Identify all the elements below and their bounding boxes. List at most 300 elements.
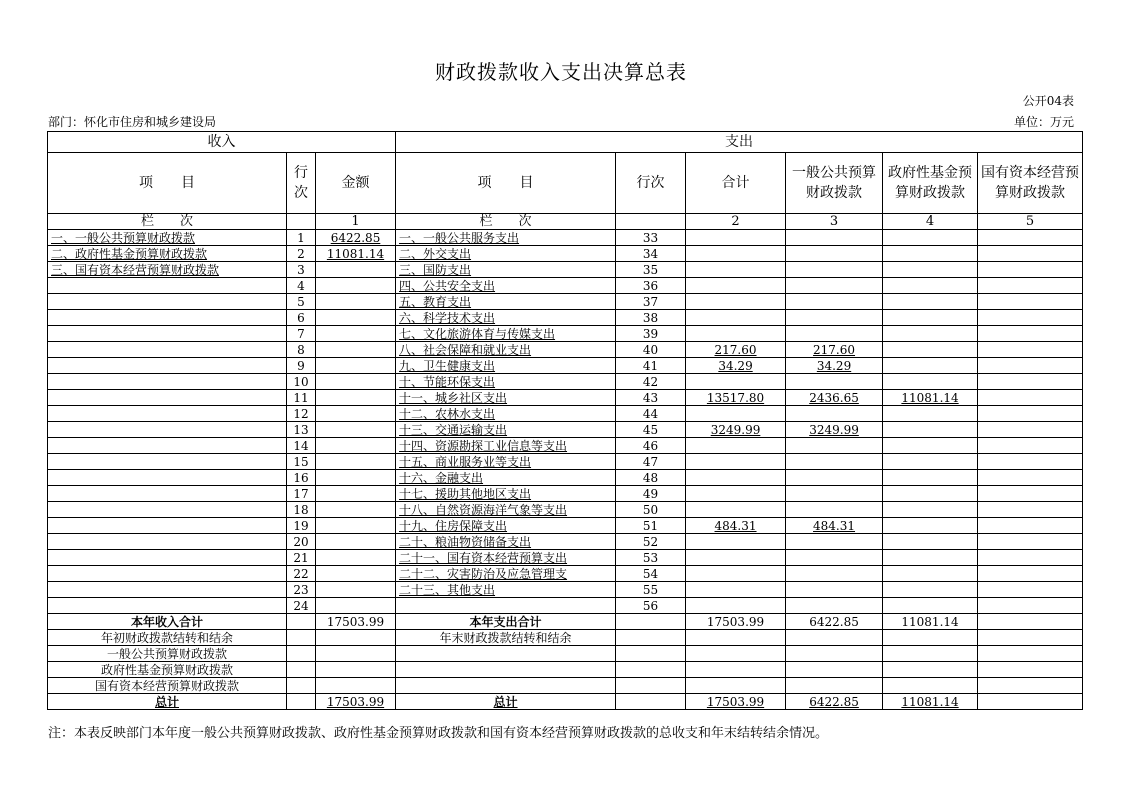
expense-gov-fund <box>883 454 978 470</box>
grand-total-value: 17503.99 <box>686 694 786 710</box>
blank-cell <box>287 662 316 678</box>
expense-gov-fund <box>883 566 978 582</box>
income-line-number: 21 <box>287 550 316 566</box>
expense-gov-fund <box>883 342 978 358</box>
income-amount <box>316 582 396 598</box>
expense-total-label: 本年支出合计 <box>396 614 616 630</box>
expense-item: 十二、农林水支出 <box>396 406 616 422</box>
income-amount <box>316 262 396 278</box>
income-line-number: 18 <box>287 502 316 518</box>
expense-state-capital <box>978 598 1083 614</box>
expense-general-budget <box>786 454 883 470</box>
expense-state-capital <box>978 294 1083 310</box>
expense-total <box>686 598 786 614</box>
income-item <box>48 454 287 470</box>
col-number-4: 4 <box>883 214 978 230</box>
blank-cell <box>978 662 1083 678</box>
expense-total: 484.31 <box>686 518 786 534</box>
expense-item <box>396 598 616 614</box>
blank-cell <box>616 662 686 678</box>
expense-general-budget: 34.29 <box>786 358 883 374</box>
expense-total <box>686 326 786 342</box>
income-item <box>48 358 287 374</box>
income-item <box>48 326 287 342</box>
expense-item: 十、节能环保支出 <box>396 374 616 390</box>
blank-cell <box>786 678 883 694</box>
expense-line-number: 47 <box>616 454 686 470</box>
income-line-number: 17 <box>287 486 316 502</box>
income-total-value: 17503.99 <box>316 614 396 630</box>
expense-item: 十一、城乡社区支出 <box>396 390 616 406</box>
blank-cell <box>883 646 978 662</box>
blank-cell <box>978 614 1083 630</box>
table-row <box>48 230 1083 246</box>
expense-line-number: 44 <box>616 406 686 422</box>
expense-gov-fund <box>883 230 978 246</box>
expense-item: 二十三、其他支出 <box>396 582 616 598</box>
income-amount: 11081.14 <box>316 246 396 262</box>
income-line-number: 14 <box>287 438 316 454</box>
expense-state-capital <box>978 374 1083 390</box>
income-line-number: 23 <box>287 582 316 598</box>
blank-cell <box>786 662 883 678</box>
expense-line-number: 37 <box>616 294 686 310</box>
col-label-expense: 栏 次 <box>396 214 616 230</box>
table-row <box>48 518 1083 534</box>
table-row <box>48 342 1083 358</box>
expense-total <box>686 438 786 454</box>
income-item <box>48 470 287 486</box>
expense-general-budget <box>786 566 883 582</box>
expense-gov-fund: 11081.14 <box>883 390 978 406</box>
expense-item: 二十一、国有资本经营预算支出 <box>396 550 616 566</box>
carryover-end-label: 年末财政拨款结转和结余 <box>396 630 616 646</box>
blank-cell <box>316 630 396 646</box>
expense-item: 七、文化旅游体育与传媒支出 <box>396 326 616 342</box>
expense-general-budget <box>786 438 883 454</box>
blank-cell <box>316 662 396 678</box>
blank-cell <box>686 662 786 678</box>
income-item <box>48 550 287 566</box>
expense-total <box>686 262 786 278</box>
table-row <box>48 598 1083 614</box>
income-item: 一、一般公共预算财政拨款 <box>48 230 287 246</box>
expense-state-capital <box>978 326 1083 342</box>
table-row <box>48 470 1083 486</box>
col-number-3: 3 <box>786 214 883 230</box>
income-item <box>48 566 287 582</box>
expense-line-number: 52 <box>616 534 686 550</box>
expense-state-capital <box>978 358 1083 374</box>
blank-cell <box>978 678 1083 694</box>
expense-total <box>686 566 786 582</box>
blank-cell <box>396 662 616 678</box>
expense-state-capital <box>978 566 1083 582</box>
expense-general-budget <box>786 246 883 262</box>
expense-item: 十五、商业服务业等支出 <box>396 454 616 470</box>
income-amount <box>316 438 396 454</box>
income-line-number: 8 <box>287 342 316 358</box>
expense-state-capital <box>978 278 1083 294</box>
expense-line-number: 39 <box>616 326 686 342</box>
expense-gov-fund <box>883 422 978 438</box>
expense-general-budget <box>786 294 883 310</box>
expense-state-capital <box>978 246 1083 262</box>
income-amount <box>316 358 396 374</box>
blank-cell <box>686 678 786 694</box>
expense-line-number: 53 <box>616 550 686 566</box>
income-amount <box>316 278 396 294</box>
expense-total <box>686 406 786 422</box>
expense-total <box>686 486 786 502</box>
table-row <box>48 326 1083 342</box>
income-item: 三、国有资本经营预算财政拨款 <box>48 262 287 278</box>
income-amount <box>316 566 396 582</box>
expense-line-number: 45 <box>616 422 686 438</box>
table-row <box>48 454 1083 470</box>
blank-cell <box>616 694 686 710</box>
budget-summary-table <box>47 131 1083 710</box>
income-amount <box>316 502 396 518</box>
expense-gov-fund <box>883 518 978 534</box>
expense-item: 十六、金融支出 <box>396 470 616 486</box>
carry-general-label: 一般公共预算财政拨款 <box>48 646 287 662</box>
income-line-number: 7 <box>287 326 316 342</box>
table-row <box>48 262 1083 278</box>
table-row <box>48 566 1083 582</box>
grand-general-value: 6422.85 <box>786 694 883 710</box>
income-line-number: 3 <box>287 262 316 278</box>
form-number: 公开04表 <box>1022 94 1074 108</box>
table-row <box>48 422 1083 438</box>
income-amount <box>316 342 396 358</box>
expense-total <box>686 294 786 310</box>
income-amount <box>316 326 396 342</box>
expense-total: 217.60 <box>686 342 786 358</box>
expense-total <box>686 550 786 566</box>
expense-state-capital <box>978 342 1083 358</box>
blank-cell <box>287 694 316 710</box>
expense-total: 34.29 <box>686 358 786 374</box>
income-line-number: 1 <box>287 230 316 246</box>
table-row <box>48 502 1083 518</box>
expense-line-number: 49 <box>616 486 686 502</box>
expense-item: 六、科学技术支出 <box>396 310 616 326</box>
expense-state-capital <box>978 422 1083 438</box>
income-amount <box>316 518 396 534</box>
income-total-label: 本年收入合计 <box>48 614 287 630</box>
expense-total-header: 合计 <box>686 153 786 214</box>
expense-state-capital <box>978 406 1083 422</box>
expense-item: 三、国防支出 <box>396 262 616 278</box>
expense-line-number: 56 <box>616 598 686 614</box>
table-row <box>48 358 1083 374</box>
income-item <box>48 502 287 518</box>
income-item <box>48 294 287 310</box>
expense-state-capital <box>978 310 1083 326</box>
income-amount <box>316 390 396 406</box>
expense-general-budget <box>786 486 883 502</box>
expense-total <box>686 246 786 262</box>
blank-cell <box>316 678 396 694</box>
expense-gov-fund <box>883 406 978 422</box>
expense-line-number: 40 <box>616 342 686 358</box>
expense-general-budget: 217.60 <box>786 342 883 358</box>
income-item <box>48 278 287 294</box>
blank-cell <box>616 646 686 662</box>
expense-line-number: 50 <box>616 502 686 518</box>
expense-general-budget <box>786 310 883 326</box>
table-row <box>48 310 1083 326</box>
page-title: 财政拨款收入支出决算总表 <box>435 60 687 84</box>
income-item <box>48 422 287 438</box>
expense-general-budget <box>786 470 883 486</box>
expense-general-budget <box>786 230 883 246</box>
income-line-number: 15 <box>287 454 316 470</box>
expense-gov-fund <box>883 486 978 502</box>
income-amount <box>316 598 396 614</box>
income-amount <box>316 406 396 422</box>
blank-cell <box>287 646 316 662</box>
income-amount <box>316 454 396 470</box>
blank-cell <box>883 662 978 678</box>
expense-state-capital <box>978 534 1083 550</box>
income-amount <box>316 534 396 550</box>
income-line-number: 6 <box>287 310 316 326</box>
expense-general-value: 6422.85 <box>786 614 883 630</box>
expense-gov-fund <box>883 534 978 550</box>
expense-state-capital <box>978 230 1083 246</box>
income-line-number: 12 <box>287 406 316 422</box>
expense-gov-fund <box>883 326 978 342</box>
expense-line-number: 34 <box>616 246 686 262</box>
expense-gov-fund <box>883 358 978 374</box>
expense-gov-fund <box>883 502 978 518</box>
income-line-number: 16 <box>287 470 316 486</box>
blank-cell <box>686 630 786 646</box>
expense-item: 二十二、灾害防治及应急管理支 <box>396 566 616 582</box>
table-row <box>48 278 1083 294</box>
expense-general-budget <box>786 406 883 422</box>
expense-state-capital <box>978 470 1083 486</box>
expense-item: 十四、资源勘探工业信息等支出 <box>396 438 616 454</box>
col-label-blank-2 <box>616 214 686 230</box>
expense-state-capital <box>978 518 1083 534</box>
expense-state-capital <box>978 582 1083 598</box>
expense-gov-fund <box>883 598 978 614</box>
income-line-header: 行 次 <box>287 153 316 214</box>
income-amount <box>316 470 396 486</box>
expense-line-header: 行次 <box>616 153 686 214</box>
expense-gov-fund <box>883 278 978 294</box>
expense-item: 一、一般公共服务支出 <box>396 230 616 246</box>
income-line-number: 11 <box>287 390 316 406</box>
expense-total-value: 17503.99 <box>686 614 786 630</box>
table-row <box>48 294 1083 310</box>
expense-state-capital <box>978 550 1083 566</box>
expense-general-budget <box>786 326 883 342</box>
blank-cell <box>883 678 978 694</box>
blank-cell <box>396 678 616 694</box>
expense-item-header: 项 目 <box>396 153 616 214</box>
income-item <box>48 374 287 390</box>
expense-item: 十七、援助其他地区支出 <box>396 486 616 502</box>
expense-general-budget <box>786 262 883 278</box>
income-line-number: 24 <box>287 598 316 614</box>
expense-gov-fund <box>883 438 978 454</box>
blank-cell <box>978 630 1083 646</box>
expense-gov-fund <box>883 550 978 566</box>
expense-gov-fund <box>883 582 978 598</box>
grand-gov-value: 11081.14 <box>883 694 978 710</box>
expense-state-capital <box>978 262 1083 278</box>
expense-total: 13517.80 <box>686 390 786 406</box>
expense-state-capital <box>978 390 1083 406</box>
income-line-number: 9 <box>287 358 316 374</box>
col-label-blank <box>287 214 316 230</box>
expense-gov-fund <box>883 246 978 262</box>
expense-line-number: 41 <box>616 358 686 374</box>
table-row <box>48 550 1083 566</box>
blank-cell <box>287 630 316 646</box>
expense-line-number: 55 <box>616 582 686 598</box>
income-item <box>48 406 287 422</box>
table-row <box>48 246 1083 262</box>
grand-expense-label: 总计 <box>396 694 616 710</box>
expense-line-number: 51 <box>616 518 686 534</box>
income-amount <box>316 294 396 310</box>
expense-item: 四、公共安全支出 <box>396 278 616 294</box>
expense-item: 八、社会保障和就业支出 <box>396 342 616 358</box>
expense-state-capital <box>978 438 1083 454</box>
blank-cell <box>786 630 883 646</box>
expense-total <box>686 310 786 326</box>
table-row <box>48 534 1083 550</box>
gov-fund-header: 政府性基金预算财政拨款 <box>883 153 978 214</box>
income-line-number: 10 <box>287 374 316 390</box>
col-number-5: 5 <box>978 214 1083 230</box>
expense-line-number: 38 <box>616 310 686 326</box>
expense-line-number: 43 <box>616 390 686 406</box>
income-item <box>48 310 287 326</box>
income-line-number: 19 <box>287 518 316 534</box>
blank-cell <box>883 630 978 646</box>
expense-general-budget <box>786 598 883 614</box>
department-label: 部门：怀化市住房和城乡建设局 <box>48 115 217 129</box>
income-amount <box>316 422 396 438</box>
blank-cell <box>616 678 686 694</box>
expense-gov-fund <box>883 374 978 390</box>
income-item <box>48 598 287 614</box>
expense-item: 九、卫生健康支出 <box>396 358 616 374</box>
expense-general-budget: 3249.99 <box>786 422 883 438</box>
table-row <box>48 374 1083 390</box>
income-item <box>48 582 287 598</box>
expense-general-budget <box>786 278 883 294</box>
expense-item: 五、教育支出 <box>396 294 616 310</box>
income-line-number: 13 <box>287 422 316 438</box>
blank-cell <box>616 614 686 630</box>
income-line-number: 4 <box>287 278 316 294</box>
blank-cell <box>287 614 316 630</box>
expense-state-capital <box>978 486 1083 502</box>
income-item <box>48 518 287 534</box>
state-capital-header: 国有资本经营预算财政拨款 <box>978 153 1083 214</box>
blank-cell <box>978 646 1083 662</box>
income-line-number: 2 <box>287 246 316 262</box>
expense-line-number: 54 <box>616 566 686 582</box>
expense-general-budget: 484.31 <box>786 518 883 534</box>
income-item <box>48 390 287 406</box>
expense-gov-fund <box>883 310 978 326</box>
col-label-income: 栏 次 <box>48 214 287 230</box>
expense-general-budget: 2436.65 <box>786 390 883 406</box>
expense-total: 3249.99 <box>686 422 786 438</box>
table-row <box>48 582 1083 598</box>
blank-cell <box>686 646 786 662</box>
expense-gov-fund <box>883 262 978 278</box>
income-header: 收入 <box>48 132 396 153</box>
income-amount <box>316 310 396 326</box>
expense-total <box>686 502 786 518</box>
income-amount: 6422.85 <box>316 230 396 246</box>
expense-line-number: 48 <box>616 470 686 486</box>
income-item: 二、政府性基金预算财政拨款 <box>48 246 287 262</box>
carry-gov-label: 政府性基金预算财政拨款 <box>48 662 287 678</box>
blank-cell <box>287 678 316 694</box>
income-item <box>48 534 287 550</box>
blank-cell <box>786 646 883 662</box>
expense-line-number: 36 <box>616 278 686 294</box>
expense-item: 十三、交通运输支出 <box>396 422 616 438</box>
blank-cell <box>316 646 396 662</box>
table-row <box>48 406 1083 422</box>
expense-total <box>686 454 786 470</box>
col-number-2: 2 <box>686 214 786 230</box>
col-number-1: 1 <box>316 214 396 230</box>
grand-income-value: 17503.99 <box>316 694 396 710</box>
income-line-number: 22 <box>287 566 316 582</box>
expense-item: 十八、自然资源海洋气象等支出 <box>396 502 616 518</box>
expense-general-budget <box>786 582 883 598</box>
unit-label: 单位：万元 <box>1013 115 1074 129</box>
expense-line-number: 33 <box>616 230 686 246</box>
table-row <box>48 390 1083 406</box>
expense-total <box>686 534 786 550</box>
blank-cell <box>978 694 1083 710</box>
income-item <box>48 486 287 502</box>
income-item <box>48 342 287 358</box>
expense-total <box>686 582 786 598</box>
expense-state-capital <box>978 454 1083 470</box>
expense-general-budget <box>786 502 883 518</box>
blank-cell <box>396 646 616 662</box>
expense-general-budget <box>786 374 883 390</box>
blank-cell <box>616 630 686 646</box>
income-amount-header: 金额 <box>316 153 396 214</box>
expense-total <box>686 470 786 486</box>
income-amount <box>316 486 396 502</box>
carryover-begin-label: 年初财政拨款结转和结余 <box>48 630 287 646</box>
expense-total <box>686 230 786 246</box>
expense-general-budget <box>786 534 883 550</box>
expense-header: 支出 <box>396 132 1083 153</box>
general-budget-header: 一般公共预算财政拨款 <box>786 153 883 214</box>
table-row <box>48 486 1083 502</box>
income-line-number: 20 <box>287 534 316 550</box>
expense-line-number: 42 <box>616 374 686 390</box>
expense-general-budget <box>786 550 883 566</box>
